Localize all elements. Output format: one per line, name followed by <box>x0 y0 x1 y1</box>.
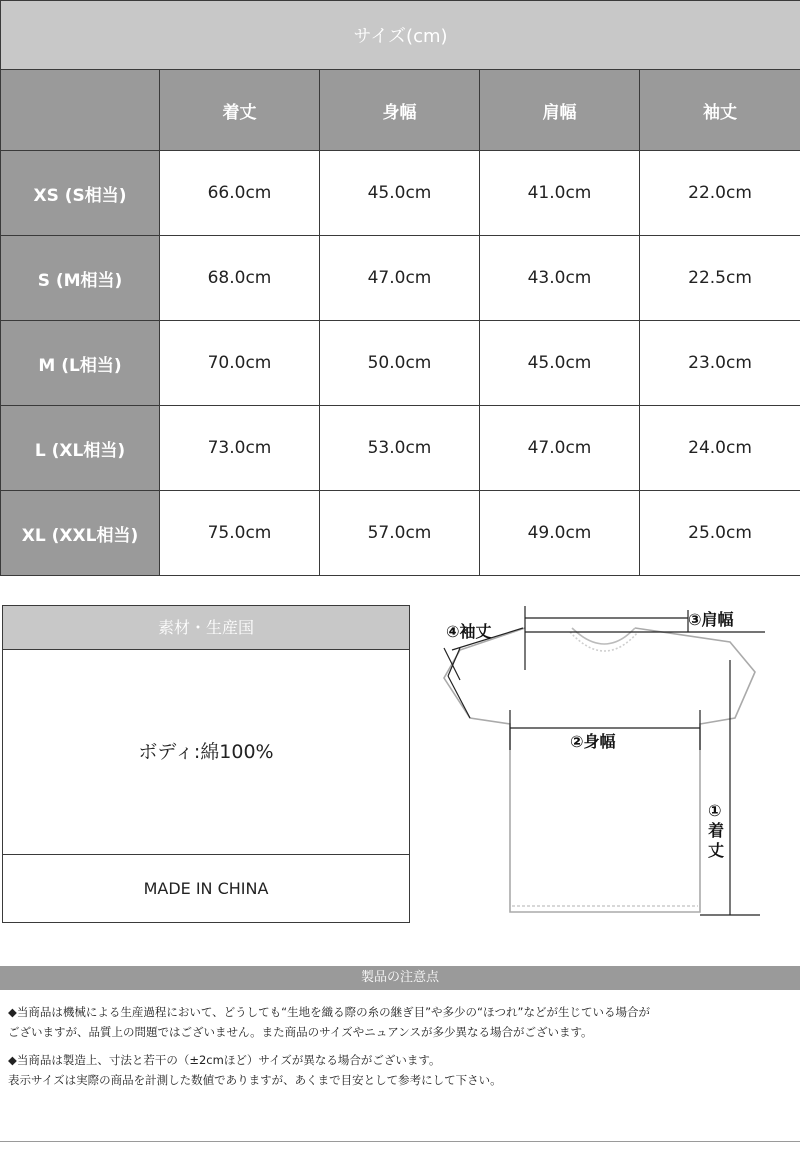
column-header-sleeve: 袖丈 <box>640 70 800 151</box>
notes-line-4: 表示サイズは実際の商品を計測した数値でありますが、あくまで目安として参考にして下さい。 <box>8 1073 502 1087</box>
notes-line-2: ございますが、品質上の問題ではございません。また商品のサイズやニュアンスが多少異なる場合がございます。 <box>8 1025 593 1039</box>
material-box <box>2 605 410 923</box>
table-cell: 24.0cm <box>640 406 800 491</box>
shoulder-label: ③肩幅 <box>688 610 734 629</box>
notes-header: 製品の注意点 <box>0 966 800 990</box>
column-header-chest: 身幅 <box>320 70 480 151</box>
notes-line-3: ◆当商品は製造上、寸法と若干の（±2cmほど）サイズが異なる場合がございます。 <box>8 1053 441 1067</box>
table-cell: 45.0cm <box>320 151 480 236</box>
material-composition: ボディ:綿100% <box>3 650 409 855</box>
table-row <box>1 406 800 491</box>
column-header-shoulder: 肩幅 <box>480 70 640 151</box>
row-header-size: L (XL相当) <box>1 406 160 491</box>
table-row <box>1 321 800 406</box>
corner-cell <box>1 70 160 151</box>
length-label-line2: 丈 <box>708 841 725 860</box>
table-cell: 22.0cm <box>640 151 800 236</box>
sleeve-label: ④袖丈 <box>446 622 492 641</box>
chest-label: ②身幅 <box>570 732 616 751</box>
table-cell: 22.5cm <box>640 236 800 321</box>
table-cell: 70.0cm <box>160 321 320 406</box>
table-row <box>1 236 800 321</box>
length-label-line1: 着 <box>708 821 725 840</box>
tshirt-outline-icon <box>444 628 755 912</box>
table-cell: 43.0cm <box>480 236 640 321</box>
row-header-size: S (M相当) <box>1 236 160 321</box>
notes-line-1: ◆当商品は機械による生産過程において、どうしても“生地を織る際の糸の継ぎ目”や多少の“ほつれ”などが生じている場合が <box>8 1005 650 1019</box>
country-of-origin: MADE IN CHINA <box>143 879 269 898</box>
row-header-size: XL (XXL相当) <box>1 491 160 576</box>
length-number: ① <box>708 801 722 820</box>
tshirt-measurement-diagram <box>430 600 800 925</box>
table-row <box>1 491 800 576</box>
table-cell: 53.0cm <box>320 406 480 491</box>
notes-body <box>0 990 800 1142</box>
table-cell: 47.0cm <box>320 236 480 321</box>
table-cell: 68.0cm <box>160 236 320 321</box>
column-header-length: 着丈 <box>160 70 320 151</box>
table-cell: 50.0cm <box>320 321 480 406</box>
size-table-title: サイズ(cm) <box>1 1 800 70</box>
table-cell: 25.0cm <box>640 491 800 576</box>
table-cell: 73.0cm <box>160 406 320 491</box>
material-header: 素材・生産国 <box>3 606 409 650</box>
table-cell: 66.0cm <box>160 151 320 236</box>
table-cell: 49.0cm <box>480 491 640 576</box>
table-cell: 47.0cm <box>480 406 640 491</box>
table-row <box>1 151 800 236</box>
row-header-size: XS (S相当) <box>1 151 160 236</box>
table-cell: 41.0cm <box>480 151 640 236</box>
table-cell: 45.0cm <box>480 321 640 406</box>
row-header-size: M (L相当) <box>1 321 160 406</box>
table-cell: 75.0cm <box>160 491 320 576</box>
table-cell: 57.0cm <box>320 491 480 576</box>
table-cell: 23.0cm <box>640 321 800 406</box>
